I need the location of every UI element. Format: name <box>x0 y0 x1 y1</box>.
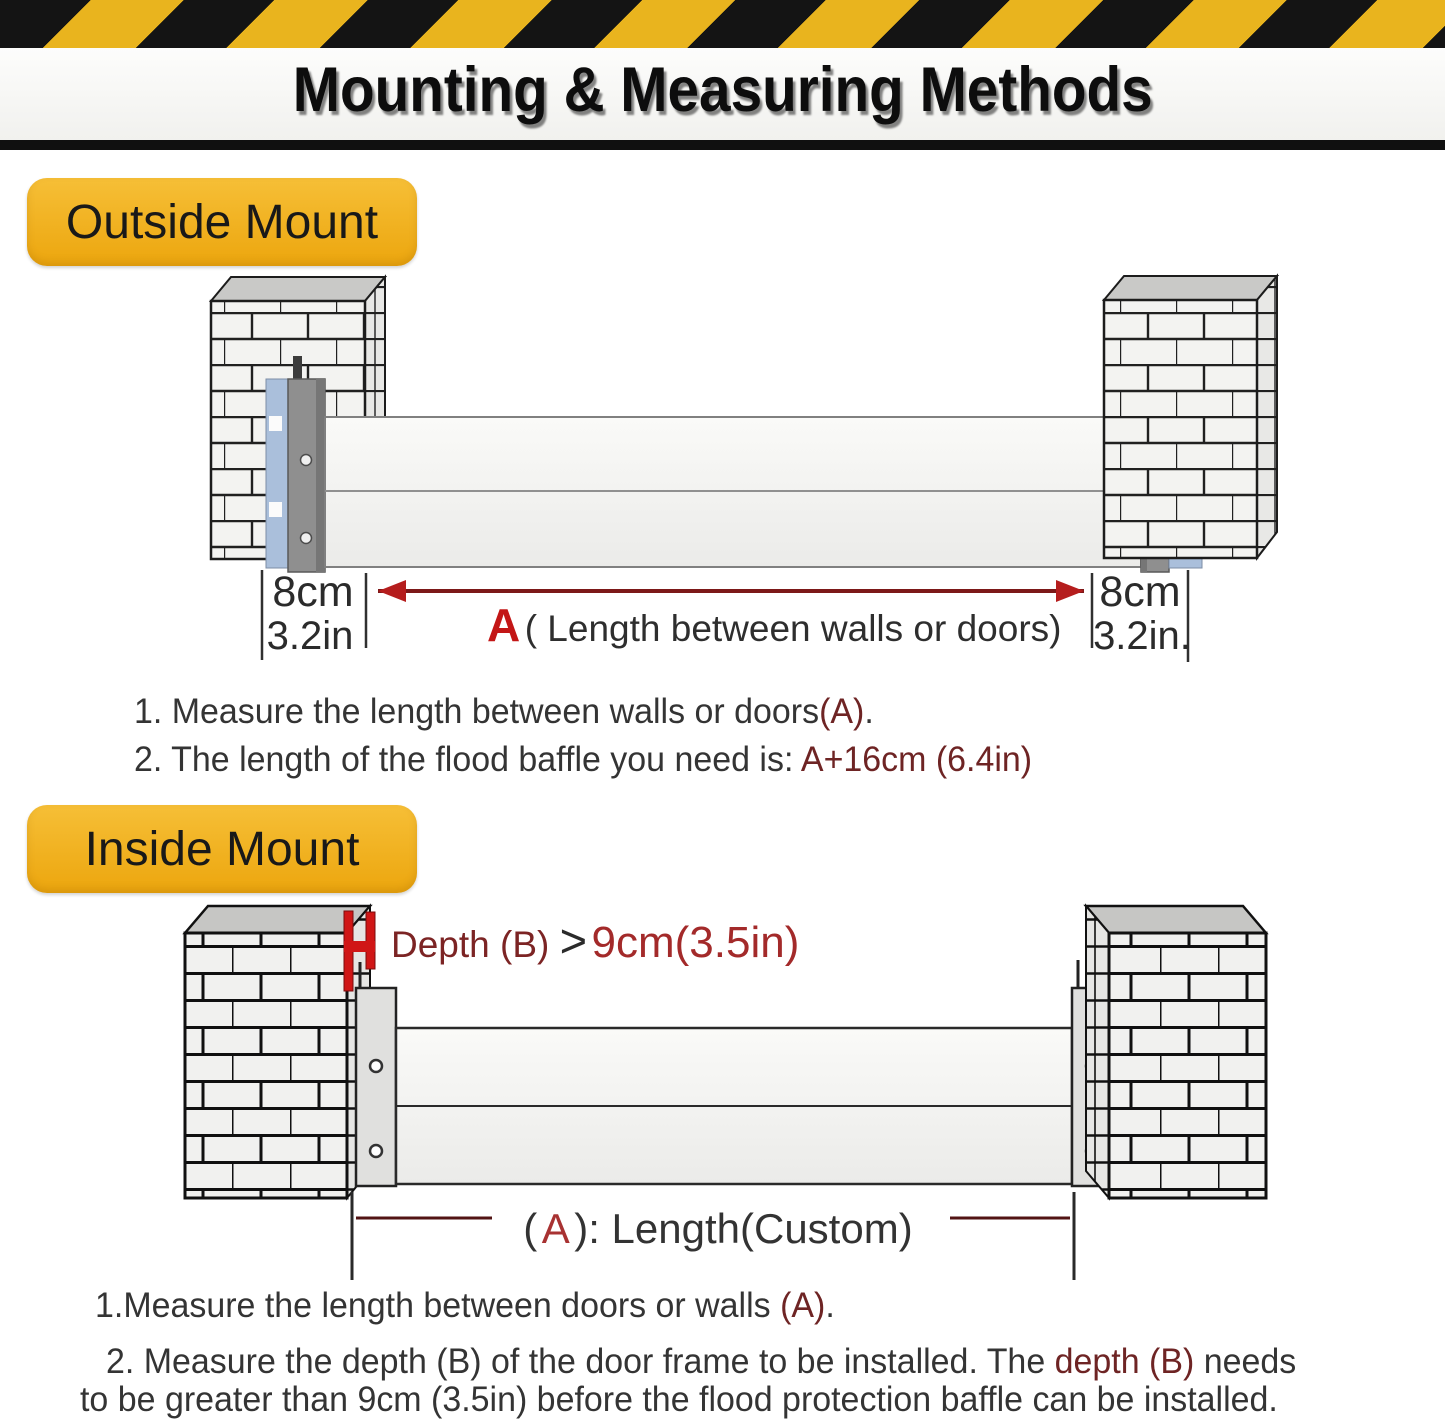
inside-mount-label-text: Inside Mount <box>84 822 360 876</box>
step-highlight: depth (B) <box>1054 1342 1195 1381</box>
length-rest: ): Length(Custom) <box>574 1205 913 1252</box>
length-a-caption <box>487 599 1061 651</box>
arrowhead-left-icon <box>378 580 406 602</box>
step-text: . <box>825 1286 835 1325</box>
mounting-channel-left <box>266 379 325 572</box>
inside-channel-left <box>356 988 396 1186</box>
dim-right-in: 3.2in. <box>1093 614 1191 658</box>
step-text: to be greater than 9cm (3.5in) before the flood protection baffle can be installed. <box>80 1380 1278 1419</box>
dimension-outside <box>262 568 1191 662</box>
length-a: A <box>541 1205 570 1252</box>
dimension-inside <box>352 1192 1074 1280</box>
label-a: A <box>487 599 521 651</box>
seal-strip-left <box>266 379 288 568</box>
inside-step-2 <box>106 1344 1296 1379</box>
bolt-hole <box>301 455 312 466</box>
bolt-hole <box>370 1060 382 1072</box>
brick-pillar-right-2 <box>1086 906 1266 1198</box>
outside-mount-label-text: Outside Mount <box>65 195 379 249</box>
depth-label: Depth (B) <box>391 924 560 965</box>
depth-gt: > <box>559 914 588 967</box>
outside-step-1 <box>134 694 874 729</box>
dim-right-cm: 8cm <box>1099 568 1181 616</box>
step-text: 1. Measure the length between walls or doors <box>134 692 820 731</box>
page-title: Mounting & Measuring Methods <box>292 55 1153 125</box>
outside-mount-diagram <box>211 276 1277 662</box>
step-highlight: A+16cm (6.4in) <box>800 740 1033 779</box>
depth-caption <box>391 914 799 967</box>
dim-left-in: 3.2in <box>266 614 354 658</box>
label-caption: ( Length between walls or doors) <box>524 608 1062 649</box>
flood-barrier-inside <box>396 1028 1072 1184</box>
step-highlight: (A) <box>819 692 865 731</box>
brick-pillar-left-2 <box>185 906 370 1198</box>
length-open: ( <box>523 1205 538 1252</box>
inside-mount-diagram <box>185 906 1266 1280</box>
anchor-slot <box>293 356 302 382</box>
step-text: 2. The length of the flood baffle you need is: <box>134 740 801 779</box>
bolt-hole <box>301 533 312 544</box>
depth-value: 9cm(3.5in) <box>591 918 800 967</box>
step-highlight: (A) <box>780 1286 826 1325</box>
brick-pillar-right <box>1104 276 1277 558</box>
bolt-hole <box>370 1145 382 1157</box>
inside-step-1 <box>95 1288 835 1323</box>
step-text: . <box>864 692 874 731</box>
length-custom-caption <box>523 1205 912 1252</box>
step-text: needs <box>1194 1342 1297 1381</box>
inside-step-2-cont <box>80 1382 1278 1417</box>
arrowhead-right-icon <box>1056 580 1084 602</box>
outside-step-2 <box>134 742 1032 777</box>
step-text: 1.Measure the length between doors or walls <box>95 1286 781 1325</box>
step-text: 2. Measure the depth (B) of the door frame to be installed. The <box>106 1342 1055 1381</box>
dim-left-cm: 8cm <box>272 568 354 616</box>
flood-barrier-outside <box>325 417 1141 567</box>
